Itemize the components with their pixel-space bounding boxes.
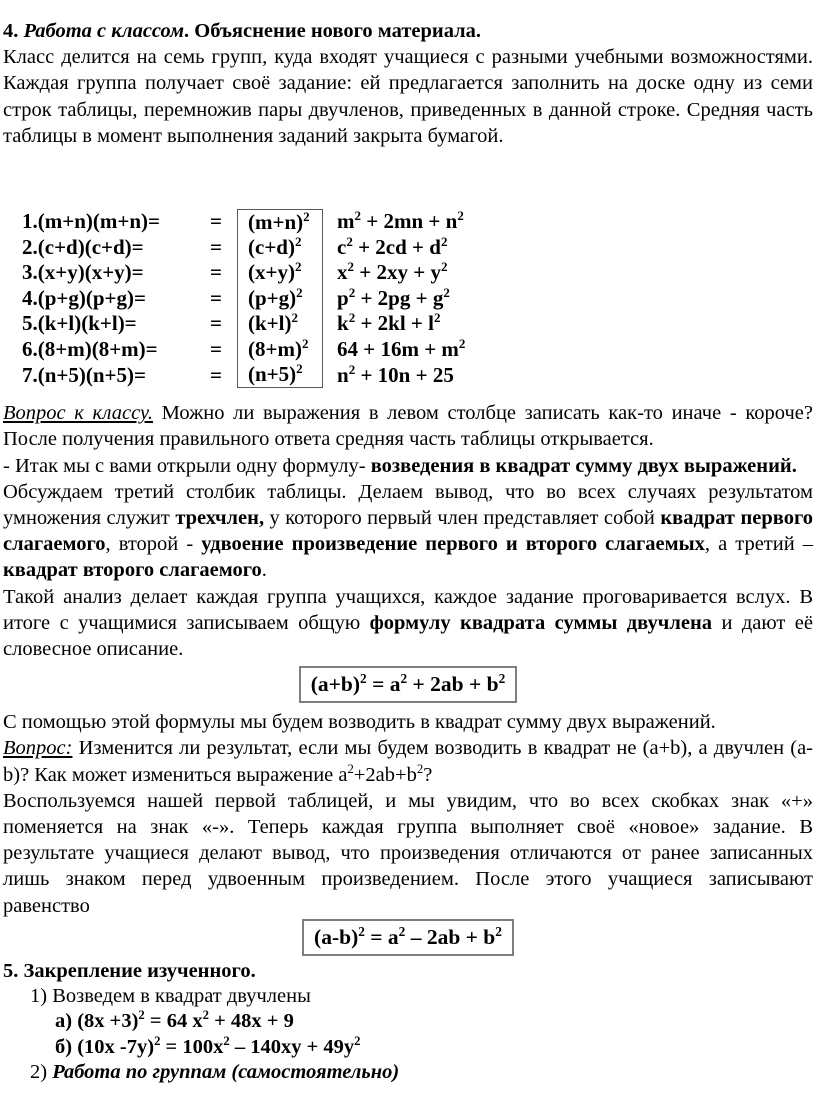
text-run: б) (10x $-7y)^2 = 100x^2 - 140xy + 49y^2$ [55,1034,361,1058]
superscript-2: 2 [296,284,303,300]
superscript-2: 2 [440,233,448,249]
formula-diff-wrapper [3,919,813,956]
table-cell-equals [210,311,237,337]
superscript-2: 2 [291,310,298,326]
superscript-2: 2 [360,671,367,687]
text-run: $c^2 + 2cd + d^2$ [337,233,448,259]
text-run: . [261,559,267,582]
intro-paragraph [3,44,813,149]
table-cell-square-form [237,260,323,286]
table-cell-square-form [237,286,323,312]
table-cell-product [22,260,210,286]
superscript-2: 2 [443,284,450,300]
text-run: 2.(c+d)(c+d)= [22,234,144,259]
text-run: $k^2 + 2kl + l^2$ [337,310,441,336]
consolidation-item-b [55,1035,813,1060]
text-run: $(8+m)^2$ [248,335,309,361]
superscript-2: 2 [294,259,302,275]
table-cell-expansion [323,286,450,312]
superscript-2: 2 [348,284,356,300]
text-run: квадрат второго слагаемого [3,559,262,582]
text-run: Вопрос к классу. [3,402,153,425]
text-run: $(a-b)^2 = a^2 - 2ab + b^2$ [314,923,502,949]
text-run: Объяснение нового материала. [194,20,482,42]
table-cell-square-form [237,337,323,363]
table-row [22,235,813,261]
table-cell-product [22,337,210,363]
text-run: Класс делится на семь групп, куда входят учащиеся с разными учебными возможностями. Каждая группа получает своё задание: ей предлагается заполнить на доске одну из семи строк таблицы, перемножив пары двучленов, приведенных в данной строке. Средняя часть таблицы в момент выполнения заданий закрыта бумагой. [3,46,813,147]
superscript-2: 2 [495,923,502,939]
superscript-2: 2 [354,1034,361,1049]
use-first-table-paragraph [3,788,813,919]
table-cell-equals [210,235,237,261]
opened-formula-paragraph [3,453,813,479]
table-cell-product [22,311,210,337]
question-change-paragraph [3,735,813,787]
table-cell-product [22,286,210,312]
superscript-2: 2 [458,335,466,351]
superscript-2: 2 [358,923,365,939]
text-run: $64 + 16m + m^2$ [337,335,466,361]
text-run: формулу квадрата суммы двучлена [369,611,713,634]
table-row [22,286,813,312]
text-run: 1.(m+n)(m+n)= [22,209,160,234]
text-run: Воспользуемся нашей первой таблицей, и мы увидим, что во всех скобках знак «+» поменяется на знак «-». Теперь каждая группа выполняет своё «новое» задание. В результате учащиеся делают вывод, что произведения отличаются от ранее записанных лишь знаком перед удвоенным произведением. После этого учащиеся записывают равенство [3,789,813,917]
text-run: $(n+5)^2$ [248,361,303,387]
superscript-2: 2 [303,208,310,224]
text-run: 2) [30,1061,53,1084]
text-run: Можно ли выражения в левом столбце записать как-то иначе - короче? После получения правильного ответа средняя часть таблицы открывается. [3,402,813,451]
formula-square-of-difference [302,919,514,956]
text-run: 5.(k+l)(k+l)= [22,311,137,336]
superscript-2: 2 [348,310,356,326]
text-run: = [210,362,222,387]
superscript-2: 2 [398,923,406,939]
text-run: - Итак мы с вами открыли одну формулу- [3,454,371,477]
text-run: = [210,311,222,336]
superscript-2: 2 [154,1034,161,1049]
text-run: С помощью этой формулы мы будем возводить в квадрат сумму двух выражений. [3,711,716,734]
consolidation-item-1 [30,984,813,1009]
text-run: $(p+g)^2$ [248,284,303,310]
text-run: , второй - [105,533,202,556]
superscript-2: 2 [400,671,408,687]
text-run: возведения в квадрат сумму двух выражений. [370,454,797,477]
text-run: Обсуждаем третий столбик таблицы. Делаем вывод, что во всех случаях результатом умножения служит [3,480,813,529]
text-run: = [210,336,222,361]
superscript-2: 2 [138,1008,145,1023]
table-cell-equals [210,286,237,312]
superscript-2: 2 [416,761,424,776]
text-run: , а третий – [704,533,814,556]
text-run: 4. [3,20,24,42]
superscript-2: 2 [440,259,448,275]
consolidation-heading: 5. Закрепление изученного. [3,959,256,982]
table-cell-expansion [323,311,441,337]
text-run: $(x+y)^2$ [248,259,302,285]
table-row [22,363,813,389]
superscript-2: 2 [294,233,302,249]
binomial-products-table [22,209,813,388]
superscript-2: 2 [348,361,356,377]
table-cell-product [22,235,210,261]
text-run: Работа с классом [23,20,185,42]
text-run: $m^2 + 2mn + n^2$ [337,208,464,234]
formula-sum-wrapper [3,666,813,703]
table-row [22,311,813,337]
text-run: = [210,234,222,259]
text-run: = [210,285,222,310]
table-cell-square-form [237,209,323,235]
table-cell-equals [210,209,237,235]
superscript-2: 2 [296,361,303,377]
consolidation-item-a [55,1009,813,1034]
text-run: $x^2 + 2xy + y^2$ [337,259,448,285]
superscript-2: 2 [354,208,362,224]
superscript-2: 2 [433,310,441,326]
table-cell-expansion [323,260,447,286]
text-run: Такой анализ делает каждая группа учащихся, каждое задание проговаривается вслух. В итоге с учащимися записываем общую [3,585,813,634]
superscript-2: 2 [346,233,353,249]
table-row [22,260,813,286]
table-cell-expansion [323,235,447,261]
text-run: у которого первый член представляет собой [264,506,661,529]
superscript-2: 2 [347,761,354,776]
table-cell-product [22,363,210,389]
text-run: удвоение произведение первого и второго слагаемых [201,533,705,556]
table-row [22,209,813,235]
table-cell-expansion [323,363,454,389]
text-run: . [184,20,195,42]
table-cell-product [22,209,210,235]
table-cell-equals [210,363,237,389]
table-cell-square-form [237,311,323,337]
text-run: $(k+l)^2$ [248,310,298,336]
text-run: $n^2 + 10n + 25$ [337,361,454,387]
group-analysis-paragraph [3,584,813,663]
superscript-2: 2 [347,259,355,275]
table-cell-square-form [237,363,323,389]
superscript-2: 2 [301,335,309,351]
text-run: трехчлен, [175,506,265,529]
text-run: а) $(8x +3)^2 = 64$ $x^2 + 48x + 9$ [55,1008,294,1033]
table-cell-equals [210,337,237,363]
section-heading [3,18,813,44]
table-cell-square-form [237,235,323,261]
text-run: Вопрос: [3,737,73,760]
text-run: $(c+d)^2$ [248,233,302,259]
text-run: 4.(p+g)(p+g)= [22,285,146,310]
superscript-2: 2 [457,208,464,224]
formula-square-of-sum [299,666,517,703]
text-run: Изменится ли результат, если мы будем возводить в квадрат не (a+b), а двучлен (a-b)? Как может измениться выражение $a^2+2ab+b^2$? [3,737,813,786]
with-formula-paragraph [3,709,813,735]
text-run: Работа по группам (самостоятельно) [52,1061,400,1084]
text-run: и дают её словесное описание. [3,611,813,660]
superscript-2: 2 [498,671,506,687]
question-to-class-paragraph [3,400,813,452]
consolidation-item-2 [30,1060,813,1085]
text-run: = [210,260,222,285]
text-run: $(a+b)^2 = a^2 + 2ab + b^2$ [310,671,506,697]
text-run: $(m+n)^2$ [248,208,310,234]
text-run: $p^2 + 2pg + g^2$ [337,284,450,310]
discuss-third-column-paragraph [3,479,813,584]
table-cell-expansion [323,337,465,363]
text-run: 7.(n+5)(n+5)= [22,362,146,387]
table-row [22,337,813,363]
table-cell-expansion [323,209,464,235]
superscript-2: 2 [202,1008,209,1023]
table-cell-equals [210,260,237,286]
text-run: 1) Возведем в квадрат двучлены [30,985,311,1008]
text-run: 3.(x+y)(x+y)= [22,260,144,285]
superscript-2: 2 [223,1034,230,1049]
text-run: 6.(8+m)(8+m)= [22,336,158,361]
text-run: квадрат первого слагаемого [3,506,813,556]
text-run: = [210,209,222,234]
